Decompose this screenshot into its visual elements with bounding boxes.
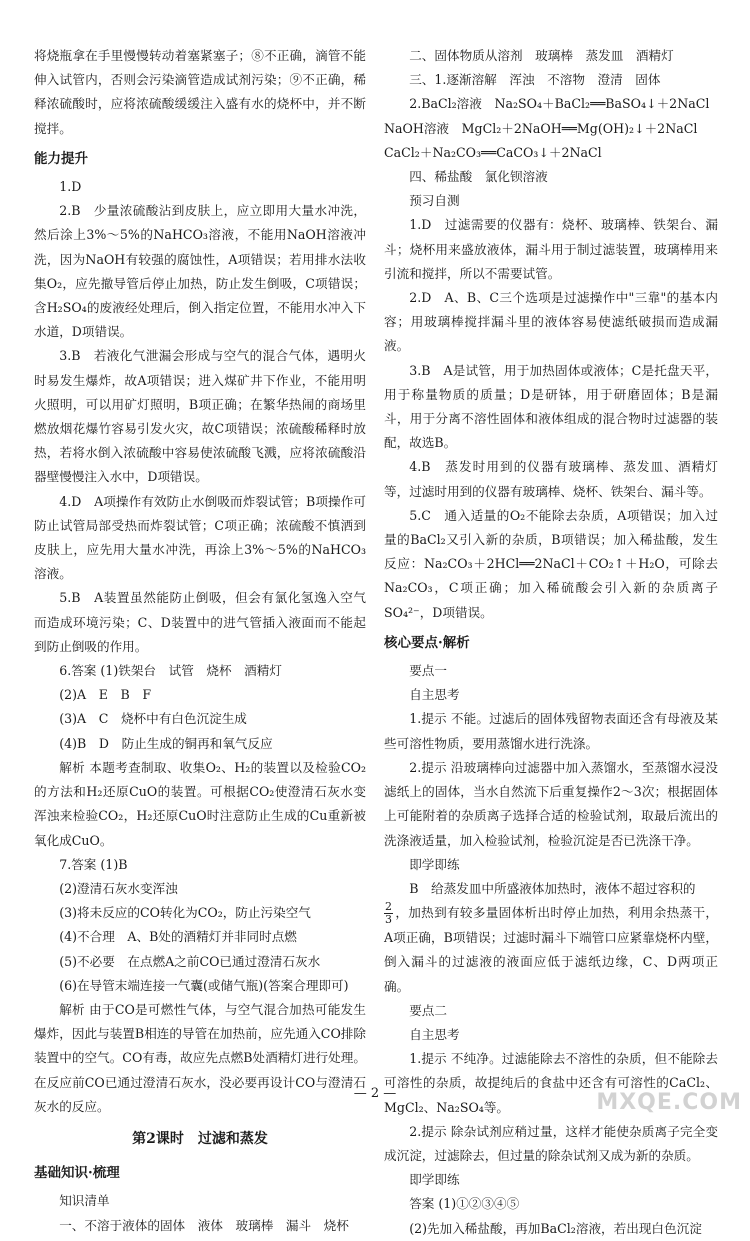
paragraph: 将烧瓶拿在手里慢慢转动着塞紧塞子；⑧不正确，滴管不能伸入试管内，否则会污染滴管造成试剂污染；⑨不正确，稀释浓硫酸时，应将浓硫酸缓缓注入盛有水的烧杯中，并不断搅拌。	[34, 48, 366, 136]
paragraph: 2.提示 沿玻璃棒向过滤器中加入蒸馏水，至蒸馏水浸没滤纸上的固体，当水自然流下后重复操作2～3次；根据固体上可能附着的杂质离子选择合适的检验试剂，取最后流出的洗涤液适量，加入检验试剂，检验沉淀是否已洗涤干净。	[384, 759, 718, 848]
section-heading: 基础知识·梳理	[34, 1165, 120, 1182]
paragraph: 4.B 蒸发时用到的仪器有玻璃棒、蒸发皿、酒精灯等，过滤时用到的仪器有玻璃棒、烧杯、铁架台、漏斗等。	[384, 459, 718, 499]
section-heading: 能力提升	[34, 150, 88, 167]
paragraph: 1.提示 不能。过滤后的固体残留物表面还含有母液及某些可溶性物质，要用蒸馏水进行洗涤。	[384, 711, 718, 751]
paragraph: 四、稀盐酸 氯化钡溶液	[409, 169, 548, 185]
paragraph: (2)先加入稀盐酸，再加BaCl₂溶液，若出现白色沉淀	[409, 1220, 702, 1236]
paragraph: 三、1.逐渐溶解 浑浊 不溶物 澄清 固体	[409, 72, 661, 88]
paragraph: 5.C 通入适量的O₂不能除去杂质，A项错误；加入过量的BaCl₂又引入新的杂质，B项错误；加入稀盐酸，发生反应：Na₂CO₃＋2HCl══2NaCl＋CO₂↑＋H₂O，可除去Na₂CO₃，C项正确；加入稀硫酸会引入新的杂质离子SO₄²⁻，D项错误。	[384, 507, 718, 620]
paragraph: (2)A E B F	[59, 687, 152, 703]
paragraph: 2.提示 除杂试剂应稍过量，这样才能使杂质离子完全变成沉淀，过滤除去，但过量的除杂试剂又成为新的杂质。	[384, 1123, 718, 1163]
paragraph: 要点一	[409, 663, 447, 679]
paragraph: (4)B D 防止生成的铜再和氧气反应	[59, 735, 273, 751]
paragraph: 5.B A装置虽然能防止倒吸，但会有氯化氢逸入空气而造成环境污染；C、D装置中的进气管插入液面而不能起到防止倒吸的作用。	[34, 590, 366, 654]
paragraph: (3)将未反应的CO转化为CO₂，防止污染空气	[59, 905, 311, 921]
fraction-text: ，加热到有较多量固体析出时停止加热，利用余热蒸干，A项正确，B项错误；过滤时漏斗下端管口应紧靠烧杯内壁，倒入漏斗的过滤液的液面应低于滤纸边缘，C、D两项正确。	[384, 905, 718, 994]
paragraph: 即学即练	[409, 1172, 460, 1188]
paragraph: 答案 (1)①②③④⑤	[409, 1196, 520, 1212]
paragraph: (2)澄清石灰水变浑浊	[59, 880, 178, 896]
paragraph: 3.B 若液化气泄漏会形成与空气的混合气体，遇明火时易发生爆炸，故A项错误；进入煤矿井下作业，不能用明火照明，可以用矿灯照明，B项正确；在繁华热闹的商场里燃放烟花爆竹容易引发火灾，故C项错误；浓硫酸稀释时放热，若将水倒入浓硫酸中容易使浓硫酸飞溅，应将浓硫酸沿器壁慢慢注入水中，D项错误。	[34, 348, 366, 485]
paragraph: 2.B 少量浓硫酸沾到皮肤上，应立即用大量水冲洗，然后涂上3%～5%的NaHCO₃溶液，不能用NaOH溶液冲洗，因为NaOH有较强的腐蚀性，A项错误；若用排水法收集O₂，应先撤导管后停止加热，防止发生倒吸，C项错误；含H₂SO₄的废液经处理后，倒入指定位置，不能用水冲入下水道，D项错误。	[34, 203, 366, 340]
paragraph: 要点二	[409, 1002, 447, 1018]
right-column	[384, 44, 718, 1241]
left-column	[34, 44, 366, 1238]
paragraph: 6.答案 (1)铁架台 试管 烧杯 酒精灯	[59, 663, 282, 679]
fraction	[384, 901, 393, 926]
paragraph: 2.D A、B、C三个选项是过滤操作中"三靠"的基本内容；用玻璃棒搅拌漏斗里的液体容易使滤纸破损而造成漏液。	[384, 290, 718, 354]
paragraph: 1.D	[59, 179, 82, 195]
paragraph: 即学即练	[409, 856, 460, 872]
fraction-denominator: 3	[385, 913, 392, 927]
paragraph: (4)不合理 A、B处的酒精灯并非同时点燃	[59, 929, 297, 945]
paragraph: (3)A C 烧杯中有白色沉淀生成	[59, 711, 247, 727]
fraction-numerator: 2	[385, 900, 392, 914]
paragraph: 2.BaCl₂溶液 Na₂SO₄＋BaCl₂══BaSO₄↓＋2NaCl	[409, 96, 710, 112]
paragraph: 1.D 过滤需要的仪器有：烧杯、玻璃棒、铁架台、漏斗；烧杯用来盛放液体，漏斗用于制过滤装置，玻璃棒用来引流和搅拌，所以不需要试管。	[384, 217, 718, 281]
paragraph: 二、固体物质从溶剂 玻璃棒 蒸发皿 酒精灯	[409, 48, 674, 63]
section-heading: 核心要点·解析	[384, 634, 470, 651]
paragraph: 7.答案 (1)B	[59, 856, 128, 872]
paragraph: NaOH溶液 MgCl₂＋2NaOH══Mg(OH)₂↓＋2NaCl	[384, 120, 698, 136]
paragraph: 一、不溶于液体的固体 液体 玻璃棒 漏斗 烧杯	[59, 1217, 349, 1233]
paragraph: B 给蒸发皿中所盛液体加热时，液体不超过容积的	[409, 880, 696, 896]
paragraph: (6)在导管末端连接一气囊(或储气瓶)(答案合理即可)	[59, 977, 349, 993]
paragraph: 预习自测	[409, 193, 460, 209]
page-number: — 2 —	[353, 1086, 397, 1101]
paragraph: 3.B A是试管，用于加热固体或液体；C是托盘天平，用于称量物质的质量；D是研钵，用于研磨固体；B是漏斗，用于分离不溶性固体和液体组成的混合物时过滤器的装配，故选B。	[384, 362, 718, 451]
paragraph: 4.D A项操作有效防止水倒吸而炸裂试管；B项操作可防止试管局部受热而炸裂试管；C项正确；浓硫酸不慎洒到皮肤上，应先用大量水冲洗，再涂上3%～5%的NaHCO₃溶液。	[34, 493, 366, 582]
paragraph: 1.提示 不纯净。过滤能除去不溶性的杂质，但不能除去可溶性的杂质，故提纯后的食盐中还含有可溶性的CaCl₂、MgCl₂、Na₂SO₄等。	[384, 1051, 718, 1115]
watermark-logo: MXQE.COM	[596, 1089, 742, 1115]
paragraph: CaCl₂＋Na₂CO₃══CaCO₃↓＋2NaCl	[384, 144, 602, 160]
paragraph: 知识清单	[59, 1193, 110, 1209]
paragraph: 解析 由于CO是可燃性气体，与空气混合加热可能发生爆炸，因此与装置B相连的导管在加热前，应先通入CO排除装置中的空气。CO有毒，故应先点燃B处酒精灯进行处理。在反应前CO已通过澄清石灰水，没必要再设计CO与澄清石灰水的反应。	[34, 1001, 366, 1114]
paragraph: 自主思考	[409, 687, 460, 703]
paragraph: 解析 本题考查制取、收集O₂、H₂的装置以及检验CO₂的方法和H₂还原CuO的装置。可根据CO₂使澄清石灰水变浑浊来检验CO₂，H₂还原CuO时注意防止生成的Cu重新被氧化成CuO。	[34, 759, 366, 848]
lesson-title: 第2课时 过滤和蒸发	[132, 1130, 268, 1147]
paragraph: (5)不必要 在点燃A之前CO已通过澄清石灰水	[59, 953, 321, 969]
paragraph: 自主思考	[409, 1026, 460, 1042]
paragraph-with-fraction	[384, 901, 718, 999]
